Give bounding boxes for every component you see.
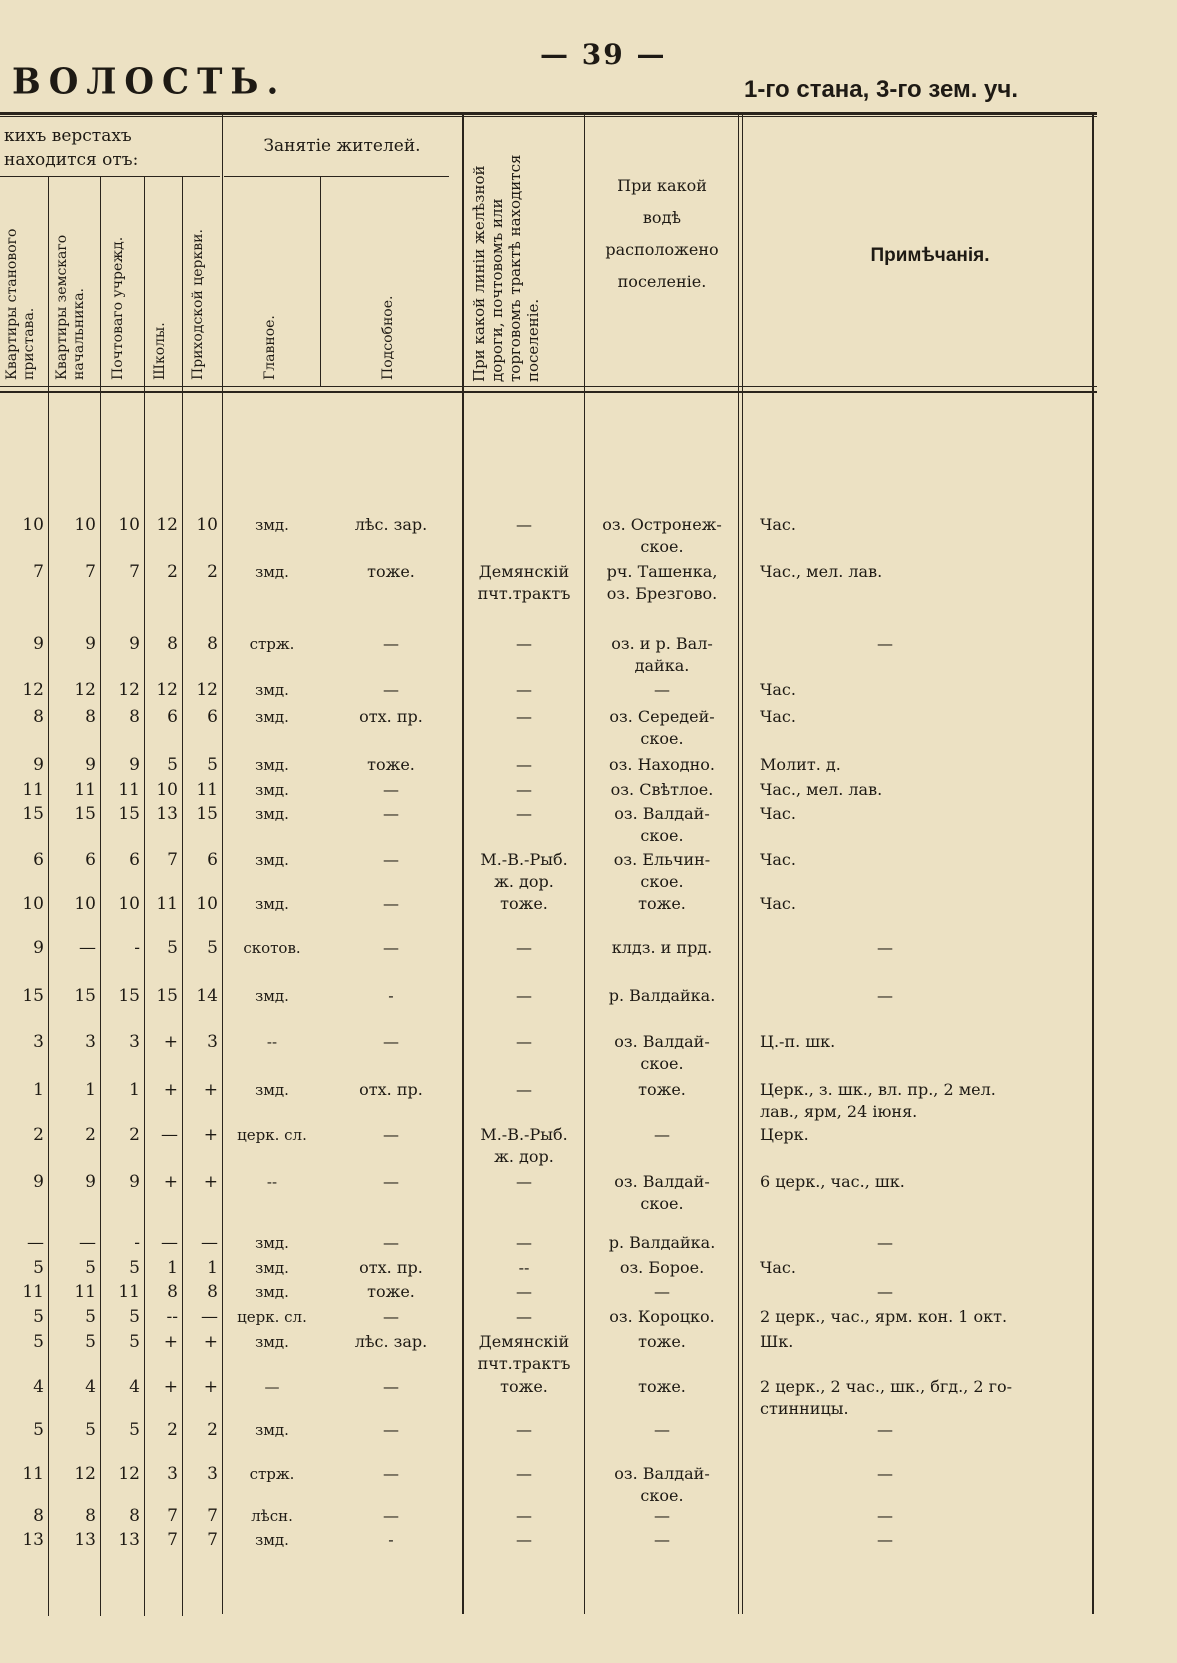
cell-d5: 2	[207, 1420, 218, 1440]
cell-notes: Час.	[760, 515, 796, 534]
cell-d1: 8	[33, 707, 44, 727]
cell-d3: 5	[129, 1258, 140, 1278]
cell-road: —	[516, 938, 532, 957]
cell-d4: —	[161, 1125, 178, 1145]
cell-d4: +	[163, 1377, 178, 1397]
cell-water: оз. Находно.	[609, 755, 715, 774]
cell-d1: 9	[33, 938, 44, 958]
cell-aux: лѣс. зар.	[354, 1332, 428, 1351]
cell-aux: отх. пр.	[359, 1258, 423, 1277]
cell-main: змд.	[255, 781, 289, 799]
cell-d5: 10	[196, 894, 218, 914]
cell-aux: —	[383, 1506, 399, 1525]
cell-d4: 8	[167, 634, 178, 654]
cell-main: змд.	[255, 851, 289, 869]
cell-d1: 8	[33, 1506, 44, 1526]
cell-main: змд.	[255, 1081, 289, 1099]
cell-d1: 10	[22, 515, 44, 535]
cell-d3: 6	[129, 850, 140, 870]
cell-d5: 1	[207, 1258, 218, 1278]
cell-d2: —	[79, 1233, 96, 1253]
cell-d4: 7	[167, 1530, 178, 1550]
cell-main: змд.	[255, 516, 289, 534]
cell-aux: отх. пр.	[359, 707, 423, 726]
cell-main: стрж.	[249, 635, 295, 653]
cell-road: Демянскій пчт.трактъ	[477, 1332, 571, 1373]
cell-d4: 12	[156, 515, 178, 535]
cell-water: —	[654, 1125, 670, 1144]
cell-d3: 3	[129, 1032, 140, 1052]
cell-d2: 3	[85, 1032, 96, 1052]
cell-notes: —	[877, 1530, 893, 1549]
cell-d5: 10	[196, 515, 218, 535]
cell-d2: 5	[85, 1258, 96, 1278]
cell-d4: 10	[156, 780, 178, 800]
cell-water: тоже.	[638, 1080, 686, 1099]
cell-notes: Час.	[760, 894, 796, 913]
cell-d5: 7	[207, 1530, 218, 1550]
cell-aux: —	[383, 1464, 399, 1483]
cell-d2: 9	[85, 1172, 96, 1192]
cell-aux: —	[383, 1307, 399, 1326]
cell-water: оз. Свѣтлое.	[610, 780, 714, 799]
header-zemsky: Квартиры земскаго начальника.	[54, 234, 87, 380]
cell-d2: 5	[85, 1307, 96, 1327]
cell-d3: 12	[118, 1464, 140, 1484]
cell-d1: 11	[22, 1282, 44, 1302]
cell-d4: 7	[167, 850, 178, 870]
cell-d4: 13	[156, 804, 178, 824]
cell-water: оз. Валдай- ское.	[614, 804, 710, 845]
cell-d5: 6	[207, 707, 218, 727]
cell-d1: 5	[33, 1307, 44, 1327]
cell-d1: 5	[33, 1420, 44, 1440]
cell-aux: —	[383, 804, 399, 823]
cell-road: —	[516, 515, 532, 534]
cell-main: змд.	[255, 681, 289, 699]
cell-road: М.-В.-Рыб. ж. дор.	[480, 850, 568, 891]
cell-aux: —	[383, 1233, 399, 1252]
cell-water: тоже.	[638, 894, 686, 913]
cell-main: змд.	[255, 1421, 289, 1439]
cell-road: —	[516, 755, 532, 774]
cell-aux: —	[383, 1420, 399, 1439]
cell-d1: 6	[33, 850, 44, 870]
cell-d2: 6	[85, 850, 96, 870]
cell-aux: -	[388, 1530, 394, 1549]
occupation-group-header: Занятіе жителей.	[263, 136, 421, 156]
cell-d3: 5	[129, 1332, 140, 1352]
cell-main: змд.	[255, 1283, 289, 1301]
cell-road: —	[516, 986, 532, 1005]
cell-d3: 9	[129, 755, 140, 775]
cell-main: церк. сл.	[237, 1126, 307, 1144]
cell-d5: +	[203, 1332, 218, 1352]
cell-d3: 8	[129, 707, 140, 727]
cell-d5: 8	[207, 634, 218, 654]
cell-d1: 9	[33, 1172, 44, 1192]
cell-d4: 2	[167, 562, 178, 582]
header-main: Главное.	[262, 315, 278, 380]
cell-aux: отх. пр.	[359, 1080, 423, 1099]
cell-main: змд.	[255, 805, 289, 823]
cell-d5: 6	[207, 850, 218, 870]
cell-water: р. Валдайка.	[608, 986, 716, 1005]
cell-d3: 11	[118, 780, 140, 800]
cell-main: змд.	[255, 1531, 289, 1549]
cell-main: лѣсн.	[251, 1507, 293, 1525]
cell-notes: —	[877, 1506, 893, 1525]
cell-notes: —	[877, 1282, 893, 1301]
cell-road: тоже.	[500, 1377, 548, 1396]
cell-d3: 9	[129, 1172, 140, 1192]
cell-aux: —	[383, 780, 399, 799]
cell-d5: 3	[207, 1032, 218, 1052]
cell-d5: 14	[196, 986, 218, 1006]
cell-main: —	[264, 1378, 280, 1396]
cell-d2: 2	[85, 1125, 96, 1145]
cell-notes: Шк.	[760, 1332, 794, 1351]
cell-d3: 13	[118, 1530, 140, 1550]
cell-aux: —	[383, 1377, 399, 1396]
cell-d2: 8	[85, 707, 96, 727]
cell-d4: 1	[167, 1258, 178, 1278]
cell-aux: —	[383, 1172, 399, 1191]
cell-d5: 11	[196, 780, 218, 800]
cell-aux: тоже.	[367, 562, 415, 581]
cell-d4: 8	[167, 1282, 178, 1302]
cell-d4: 5	[167, 938, 178, 958]
cell-d3: 1	[129, 1080, 140, 1100]
cell-road: —	[516, 1464, 532, 1483]
cell-water: оз. Короцко.	[609, 1307, 715, 1326]
cell-main: --	[266, 1173, 278, 1191]
cell-d3: 12	[118, 680, 140, 700]
cell-water: р. Валдайка.	[608, 1233, 716, 1252]
cell-d2: 12	[74, 680, 96, 700]
cell-d5: +	[203, 1172, 218, 1192]
header-school: Школы.	[152, 322, 168, 380]
cell-d3: 15	[118, 804, 140, 824]
cell-aux: лѣс. зар.	[354, 515, 428, 534]
cell-notes: —	[877, 938, 893, 957]
cell-d4: 7	[167, 1506, 178, 1526]
cell-d5: 7	[207, 1506, 218, 1526]
cell-main: змд.	[255, 1333, 289, 1351]
cell-main: змд.	[255, 563, 289, 581]
cell-d2: 5	[85, 1420, 96, 1440]
cell-water: клдз. и прд.	[611, 938, 713, 957]
cell-main: --	[266, 1033, 278, 1051]
page-number: — 39 —	[540, 38, 667, 71]
volost-heading: ВОЛОСТЬ.	[12, 61, 287, 103]
cell-d1: 11	[22, 1464, 44, 1484]
cell-aux: —	[383, 1125, 399, 1144]
cell-aux: —	[383, 894, 399, 913]
cell-d5: 5	[207, 755, 218, 775]
cell-water: оз. Валдай- ское.	[614, 1464, 710, 1505]
cell-road: —	[516, 1282, 532, 1301]
cell-notes: 6 церк., час., шк.	[760, 1172, 905, 1191]
cell-d2: 4	[85, 1377, 96, 1397]
cell-road: тоже.	[500, 894, 548, 913]
cell-notes: Молит. д.	[760, 755, 841, 774]
cell-road: —	[516, 1233, 532, 1252]
cell-road: М.-В.-Рыб. ж. дор.	[480, 1125, 568, 1166]
cell-water: оз. и р. Вал- дайка.	[611, 634, 713, 675]
cell-road: —	[516, 1172, 532, 1191]
cell-road: —	[516, 707, 532, 726]
cell-notes: Церк., з. шк., вл. пр., 2 мел. лав., ярм, 24 іюня.	[760, 1080, 996, 1121]
cell-notes: —	[877, 1420, 893, 1439]
cell-notes: —	[877, 1233, 893, 1252]
cell-d1: 15	[22, 804, 44, 824]
cell-road: —	[516, 1032, 532, 1051]
cell-notes: Час.	[760, 850, 796, 869]
cell-d3: 11	[118, 1282, 140, 1302]
cell-d2: 9	[85, 634, 96, 654]
cell-road: —	[516, 1530, 532, 1549]
header-notes: Примѣчанія.	[870, 245, 990, 266]
cell-water: оз. Ельчин- ское.	[613, 850, 711, 891]
cell-d3: 5	[129, 1307, 140, 1327]
cell-water: рч. Ташенка, оз. Брезгово.	[606, 562, 718, 603]
cell-d5: —	[201, 1233, 218, 1253]
cell-water: —	[654, 1282, 670, 1301]
cell-d2: 7	[85, 562, 96, 582]
cell-main: змд.	[255, 987, 289, 1005]
cell-water: —	[654, 1530, 670, 1549]
cell-d4: —	[161, 1233, 178, 1253]
cell-d2: 5	[85, 1332, 96, 1352]
cell-d1: 11	[22, 780, 44, 800]
cell-d2: 10	[74, 894, 96, 914]
cell-d1: 9	[33, 634, 44, 654]
cell-road: —	[516, 1420, 532, 1439]
cell-notes: —	[877, 634, 893, 653]
cell-d2: 10	[74, 515, 96, 535]
cell-d2: 8	[85, 1506, 96, 1526]
cell-water: тоже.	[638, 1377, 686, 1396]
cell-d5: +	[203, 1080, 218, 1100]
cell-d3: 10	[118, 515, 140, 535]
cell-d5: 3	[207, 1464, 218, 1484]
header-aux: Подсобное.	[380, 295, 396, 380]
cell-aux: —	[383, 1032, 399, 1051]
header-church: Приходской церкви.	[190, 229, 206, 380]
cell-d1: 13	[22, 1530, 44, 1550]
cell-d1: —	[27, 1233, 44, 1253]
cell-aux: —	[383, 680, 399, 699]
cell-d4: 3	[167, 1464, 178, 1484]
cell-water: —	[654, 1420, 670, 1439]
cell-d4: --	[166, 1307, 178, 1327]
cell-road: —	[516, 1307, 532, 1326]
cell-road: —	[516, 634, 532, 653]
cell-d3: 10	[118, 894, 140, 914]
header-post: Почтоваго учрежд.	[110, 236, 126, 380]
cell-d1: 5	[33, 1332, 44, 1352]
cell-d3: 5	[129, 1420, 140, 1440]
cell-d2: 11	[74, 1282, 96, 1302]
cell-water: оз. Борое.	[619, 1258, 705, 1277]
cell-d3: 2	[129, 1125, 140, 1145]
cell-d1: 10	[22, 894, 44, 914]
cell-main: скотов.	[243, 939, 301, 957]
cell-d4: +	[163, 1080, 178, 1100]
cell-d3: 4	[129, 1377, 140, 1397]
cell-road: —	[516, 1506, 532, 1525]
cell-d3: 8	[129, 1506, 140, 1526]
cell-main: змд.	[255, 708, 289, 726]
cell-d5: 2	[207, 562, 218, 582]
cell-d4: +	[163, 1032, 178, 1052]
cell-main: змд.	[255, 895, 289, 913]
cell-notes: Ц.-п. шк.	[760, 1032, 836, 1051]
cell-water: оз. Остронеж- ское.	[602, 515, 722, 556]
cell-d1: 12	[22, 680, 44, 700]
cell-d5: —	[201, 1307, 218, 1327]
cell-d5: 5	[207, 938, 218, 958]
cell-aux: тоже.	[367, 1282, 415, 1301]
cell-d5: 15	[196, 804, 218, 824]
cell-road: —	[516, 680, 532, 699]
cell-d4: 12	[156, 680, 178, 700]
cell-d5: 8	[207, 1282, 218, 1302]
cell-d4: 6	[167, 707, 178, 727]
cell-d2: 15	[74, 804, 96, 824]
cell-notes: 2 церк., час., ярм. кон. 1 окт.	[760, 1307, 1008, 1326]
cell-water: —	[654, 1506, 670, 1525]
cell-d2: 9	[85, 755, 96, 775]
cell-d3: 9	[129, 634, 140, 654]
cell-road: Демянскій пчт.трактъ	[477, 562, 571, 603]
stan-heading: 1-го стана, 3-го зем. уч.	[744, 76, 1019, 103]
header-road: При какой линіи желѣзной дороги, почтовомъ или торговомъ трактѣ находится поселеніе.	[470, 154, 542, 382]
cell-d5: +	[203, 1125, 218, 1145]
cell-aux: -	[388, 986, 394, 1005]
cell-d1: 9	[33, 755, 44, 775]
cell-d4: 5	[167, 755, 178, 775]
cell-water: оз. Валдай- ское.	[614, 1032, 710, 1073]
distance-group-header: кихъ верстахъ находится отъ:	[4, 126, 139, 170]
cell-water: оз. Валдай- ское.	[614, 1172, 710, 1213]
cell-d1: 3	[33, 1032, 44, 1052]
cell-aux: —	[383, 850, 399, 869]
cell-notes: Час., мел. лав.	[760, 780, 883, 799]
cell-main: змд.	[255, 1259, 289, 1277]
cell-notes: Час.	[760, 680, 796, 699]
cell-aux: —	[383, 938, 399, 957]
cell-d4: 2	[167, 1420, 178, 1440]
cell-notes: Час., мел. лав.	[760, 562, 883, 581]
cell-d4: +	[163, 1332, 178, 1352]
cell-d2: 15	[74, 986, 96, 1006]
cell-main: стрж.	[249, 1465, 295, 1483]
cell-d1: 5	[33, 1258, 44, 1278]
cell-d4: +	[163, 1172, 178, 1192]
cell-d2: 12	[74, 1464, 96, 1484]
cell-notes: Час.	[760, 804, 796, 823]
cell-notes: Час.	[760, 707, 796, 726]
header-water: При какой водѣ расположено поселеніе.	[605, 176, 719, 291]
cell-road: --	[518, 1258, 530, 1277]
cell-d5: 12	[196, 680, 218, 700]
cell-road: —	[516, 780, 532, 799]
cell-d1: 1	[33, 1080, 44, 1100]
cell-road: —	[516, 804, 532, 823]
cell-notes: Церк.	[760, 1125, 809, 1144]
cell-aux: —	[383, 634, 399, 653]
cell-water: тоже.	[638, 1332, 686, 1351]
cell-d1: 7	[33, 562, 44, 582]
cell-main: змд.	[255, 756, 289, 774]
cell-d1: 15	[22, 986, 44, 1006]
cell-notes: —	[877, 1464, 893, 1483]
header-stanovoy: Квартиры станового пристава.	[4, 228, 37, 380]
cell-main: змд.	[255, 1234, 289, 1252]
cell-main: церк. сл.	[237, 1308, 307, 1326]
cell-d4: 11	[156, 894, 178, 914]
cell-d3: -	[134, 1233, 140, 1253]
cell-aux: тоже.	[367, 755, 415, 774]
cell-d3: -	[134, 938, 140, 958]
cell-d1: 4	[33, 1377, 44, 1397]
cell-d5: +	[203, 1377, 218, 1397]
cell-notes: 2 церк., 2 час., шк., бгд., 2 го- стинницы.	[760, 1377, 1013, 1418]
cell-d3: 7	[129, 562, 140, 582]
cell-d2: 11	[74, 780, 96, 800]
cell-d2: 13	[74, 1530, 96, 1550]
cell-water: оз. Середей- ское.	[609, 707, 715, 748]
cell-notes: —	[877, 986, 893, 1005]
cell-d1: 2	[33, 1125, 44, 1145]
cell-d2: —	[79, 938, 96, 958]
cell-notes: Час.	[760, 1258, 796, 1277]
cell-d2: 1	[85, 1080, 96, 1100]
cell-road: —	[516, 1080, 532, 1099]
cell-d4: 15	[156, 986, 178, 1006]
cell-d3: 15	[118, 986, 140, 1006]
cell-water: —	[654, 680, 670, 699]
